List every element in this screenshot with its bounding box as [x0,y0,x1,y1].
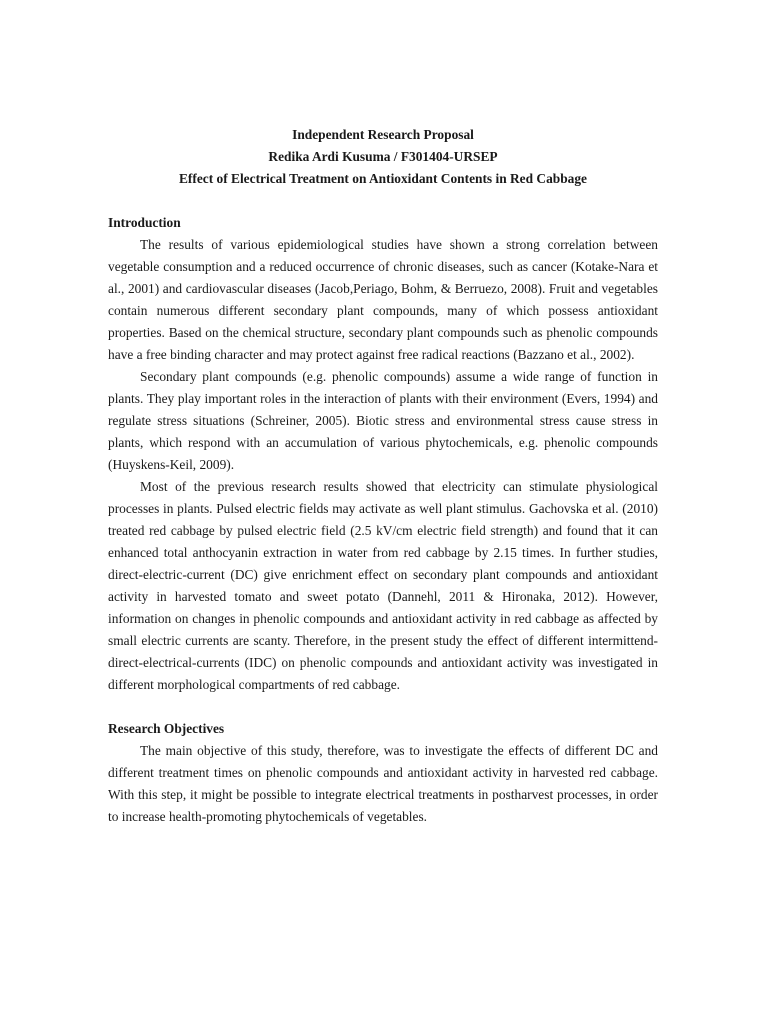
objectives-paragraph: The main objective of this study, therefore, was to investigate the effects of different DC and different treatment times on phenolic compounds and antioxidant activity in harvested red cabbage. With this step, it might be possible to integrate electrical treatments in postharvest processes, in order to increase health-promoting phytochemicals of vegetables. [108,743,658,824]
introduction-paragraph: The results of various epidemiological studies have shown a strong correlation between vegetable consumption and a reduced occurrence of chronic diseases, such as cancer (Kotake-Nara et al., 2001) and cardiovascular diseases (Jacob,Periago, Bohm, & Berruezo, 2008). Fruit and vegetables contain numerous different secondary plant compounds, many of which possess antioxidant properties. Based on the chemical structure, secondary plant compounds such as phenolic compounds have a free binding character and may protect against free radical reactions (Bazzano et al., 2002). [108,237,658,362]
objectives-heading: Research Objectives [108,721,225,736]
introduction-paragraph: Secondary plant compounds (e.g. phenolic compounds) assume a wide range of function in plants. They play important roles in the interaction of plants with their environment (Evers, 1994) and regulate stress situations (Schreiner, 2005). Biotic stress and environmental stress cause stress in plants, which respond with an accumulation of various phytochemicals, e.g. phenolic compounds (Huyskens-Keil, 2009). [108,369,658,472]
document-page [108,124,658,828]
document-title: Effect of Electrical Treatment on Antioxidant Contents in Red Cabbage [178,171,587,186]
introduction-paragraph: Most of the previous research results showed that electricity can stimulate physiological processes in plants. Pulsed electric fields may activate as well plant stimulus. Gachovska et al. (2010) treated red cabbage by pulsed electric field (2.5 kV/cm electric field strength) and found that it can enhanced total anthocyanin extraction in water from red cabbage by 2.15 times. In further studies, direct-electric-current (DC) give enrichment effect on secondary plant compounds and antioxidant activity in harvested tomato and sweet potato (Dannehl, 2011 & Hironaka, 2012). However, information on changes in phenolic compounds and antioxidant activity in red cabbage as affected by small electric currents are scanty. Therefore, in the present study the effect of different intermittend-direct-electrical-currents (IDC) on phenolic compounds and antioxidant activity was investigated in different morphological compartments of red cabbage. [108,479,658,692]
proposal-label: Independent Research Proposal [292,127,474,142]
author-line: Redika Ardi Kusuma / F301404-URSEP [268,149,498,164]
introduction-heading: Introduction [108,215,181,230]
